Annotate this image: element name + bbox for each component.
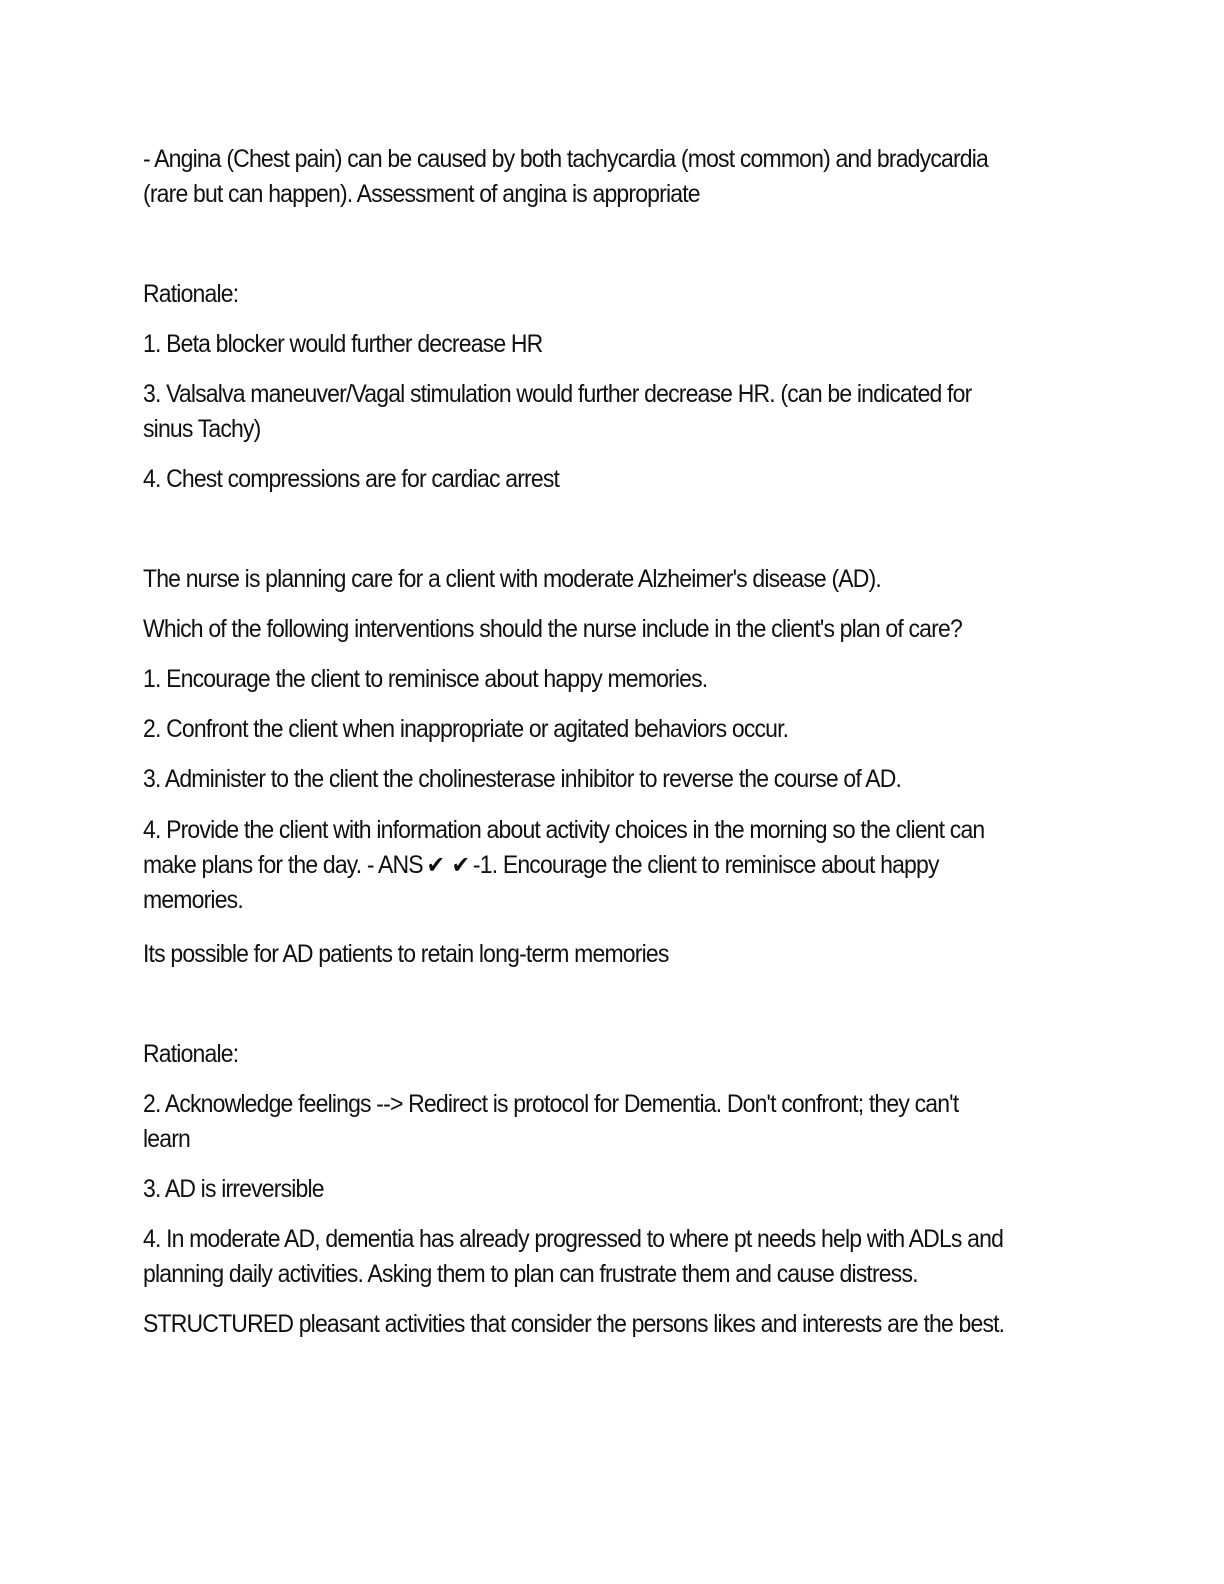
rationale-1-item-1: 1. Beta blocker would further decrease HR (143, 330, 543, 358)
answer-explanation: Its possible for AD patients to retain long-term memories (143, 940, 669, 968)
rationale-2-item-3: 3. AD is irreversible (143, 1175, 324, 1203)
question-prompt: Which of the following interventions should the nurse include in the client's plan of care? (143, 615, 962, 643)
angina-paragraph: - Angina (Chest pain) can be caused by both tachycardia (most common) and bradycardia (rare but can happen). Assessment of angina is appropriate (143, 145, 989, 208)
rationale-2-item-4: 4. In moderate AD, dementia has already progressed to where pt needs help with ADLs and planning daily activities. Asking them to plan can frustrate them and cause distress. (143, 1225, 1004, 1288)
option-4-text: 4. Provide the client with information about activity choices in the morning so the client can make plans for the day. - ANS (143, 816, 985, 879)
closing-note: STRUCTURED pleasant activities that consider the persons likes and interests are the best. (143, 1310, 1005, 1338)
option-2: 2. Confront the client when inappropriate or agitated behaviors occur. (143, 715, 789, 743)
option-4-with-answer (143, 813, 1008, 918)
rationale-heading-1: Rationale: (143, 280, 239, 308)
rationale-1-item-3: 3. Valsalva maneuver/Vagal stimulation would further decrease HR. (can be indicated for sinus Tachy) (143, 380, 972, 443)
answer-text: -1. Encourage the client to reminisce about happy memories. (143, 851, 939, 914)
rationale-2-item-2: 2. Acknowledge feelings --> Redirect is protocol for Dementia. Don't confront; they can't learn (143, 1090, 959, 1153)
rationale-heading-2: Rationale: (143, 1040, 239, 1068)
checkmark-icon: ✔ (451, 851, 470, 879)
rationale-1-item-4: 4. Chest compressions are for cardiac arrest (143, 465, 560, 493)
checkmark-icon: ✔ (426, 851, 445, 879)
question-stem: The nurse is planning care for a client with moderate Alzheimer's disease (AD). (143, 565, 881, 593)
option-3: 3. Administer to the client the cholinesterase inhibitor to reverse the course of AD. (143, 765, 902, 793)
option-1: 1. Encourage the client to reminisce about happy memories. (143, 665, 708, 693)
